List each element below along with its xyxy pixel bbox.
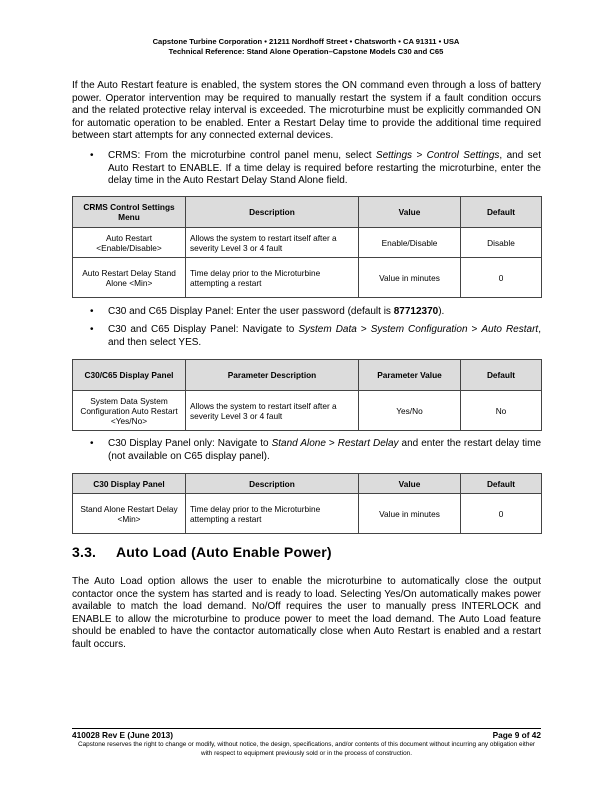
section-title: Auto Load (Auto Enable Power) xyxy=(116,544,332,560)
display-panel-table xyxy=(72,359,542,431)
table-header-row xyxy=(73,360,542,391)
table-row xyxy=(73,494,542,534)
page-number: Page 9 of 42 xyxy=(492,730,541,740)
path-separator: > xyxy=(412,150,427,161)
path-separator: > xyxy=(325,438,338,449)
menu-path-system-configuration: System Configuration xyxy=(370,324,468,335)
menu-path-system-data: System Data xyxy=(298,324,357,335)
intro-block xyxy=(72,80,541,143)
bullet-dot: • xyxy=(90,324,94,335)
header-company-line: Capstone Turbine Corporation • 21211 Nordhoff Street • Chatsworth • CA 91311 • USA xyxy=(152,37,460,46)
bullet-item xyxy=(72,306,541,319)
table-cell: Allows the system to restart itself after a severity Level 3 or 4 fault xyxy=(186,391,359,431)
bullet-text: and enter the restart delay time (not available on C65 display panel). xyxy=(108,438,542,462)
table-cell: 0 xyxy=(461,258,542,298)
bullet-text: , and set Auto Restart to ENABLE. If a time delay is required before restarting the microturbine, enter the delay time in the Auto Restart Delay Stand Alone field. xyxy=(108,150,541,187)
crms-settings-table xyxy=(72,196,542,298)
menu-path-control-settings: Control Settings xyxy=(426,150,500,161)
table-cell: Stand Alone Restart Delay <Min> xyxy=(73,494,186,534)
bullet-text: C30 Display Panel only: Navigate to xyxy=(108,438,272,449)
bullet-text: C30 and C65 Display Panel: Enter the user password (default is xyxy=(108,306,394,317)
footer-divider xyxy=(72,728,541,729)
bullet-crms xyxy=(72,150,541,188)
table-cell: Allows the system to restart itself after a severity Level 3 or 4 fault xyxy=(186,228,359,258)
table-cell: Time delay prior to the Microturbine attempting a restart xyxy=(186,494,359,534)
table-cell: 0 xyxy=(461,494,542,534)
table-cell: Yes/No xyxy=(359,391,461,431)
column-header: Default xyxy=(461,197,542,228)
c30-display-table xyxy=(72,473,542,534)
column-header: Default xyxy=(461,474,542,494)
menu-path-restart-delay: Restart Delay xyxy=(337,438,399,449)
bullet-text: C30 and C65 Display Panel: Navigate to xyxy=(108,324,299,335)
column-header: Parameter Description xyxy=(186,360,359,391)
section-heading xyxy=(72,544,332,560)
bullet-item xyxy=(72,324,541,349)
table-cell: Disable xyxy=(461,228,542,258)
column-header: Parameter Value xyxy=(359,360,461,391)
column-header: Value xyxy=(359,197,461,228)
column-header: CRMS Control Settings Menu xyxy=(73,197,186,228)
table-row xyxy=(73,391,542,431)
footer-disclaimer: Capstone reserves the right to change or modify, without notice, the design, specifications, and/or contents of this document without incurring any obligation either with respect to equipment previously sold or in the process of construction. xyxy=(77,741,536,757)
intro-paragraph: If the Auto Restart feature is enabled, the system stores the ON command even through a loss of battery power. Operator intervention may be required to manually restart the system if a fault condition occurs and the related protective relay interval is exceeded. The microturbine must be explicitly commanded ON for automatic operation to be enabled. Enter a Restart Delay time to provide the additional time required between start attempts for any connected external devices. xyxy=(72,80,541,142)
column-header: C30 Display Panel xyxy=(73,474,186,494)
column-header: C30/C65 Display Panel xyxy=(73,360,186,391)
table-cell: Auto Restart Delay Stand Alone <Min> xyxy=(73,258,186,298)
table-cell: Value in minutes xyxy=(359,258,461,298)
column-header: Description xyxy=(186,474,359,494)
bullet-item xyxy=(72,438,541,463)
section-body xyxy=(72,576,541,652)
table-cell: Value in minutes xyxy=(359,494,461,534)
default-password: 87712370 xyxy=(393,306,439,317)
table-cell: Enable/Disable xyxy=(359,228,461,258)
bullet-c30-restart-delay xyxy=(72,438,541,463)
table-cell: System Data System Configuration Auto Restart <Yes/No> xyxy=(73,391,186,431)
section-number: 3.3. xyxy=(72,544,97,560)
table-cell: Time delay prior to the Microturbine attempting a restart xyxy=(186,258,359,298)
document-revision: 410028 Rev E (June 2013) xyxy=(72,730,174,740)
bullet-text: , and then select YES. xyxy=(108,324,541,348)
bullet-dot: • xyxy=(90,438,94,449)
table-row xyxy=(73,228,542,258)
bullet-dot: • xyxy=(90,306,94,317)
bullet-text: CRMS: From the microturbine control panel menu, select xyxy=(108,150,376,161)
table-header-row xyxy=(73,197,542,228)
column-header: Default xyxy=(461,360,542,391)
bullet-dot: • xyxy=(90,150,94,161)
table-cell: No xyxy=(461,391,542,431)
table-cell: Auto Restart <Enable/Disable> xyxy=(73,228,186,258)
column-header: Description xyxy=(186,197,359,228)
column-header: Value xyxy=(359,474,461,494)
table-header-row xyxy=(73,474,542,494)
table-row xyxy=(73,258,542,298)
menu-path-settings: Settings xyxy=(375,150,413,161)
bullet-navigate-system-data xyxy=(72,324,541,349)
menu-path-auto-restart: Auto Restart xyxy=(481,324,539,335)
bullet-password xyxy=(72,306,541,319)
path-separator: > xyxy=(356,324,371,335)
header-title-line: Technical Reference: Stand Alone Operation–Capstone Models C30 and C65 xyxy=(168,47,444,56)
bullet-item xyxy=(72,150,541,188)
section-paragraph: The Auto Load option allows the user to enable the microturbine to automatically close the output contactor once the system has started and is ready to load. Selecting Yes/On automatically makes power available to match the load demand. No/Off requires the user to manually press INTERLOCK and ENABLE to allow the microturbine to produce power to meet the load demand. The Auto Load feature should be enabled to have the contactor automatically close when Auto Restart is enabled and a restart fault occurs. xyxy=(72,576,541,650)
bullet-text: ). xyxy=(438,306,445,317)
path-separator: > xyxy=(467,324,482,335)
menu-path-stand-alone: Stand Alone xyxy=(271,438,326,449)
